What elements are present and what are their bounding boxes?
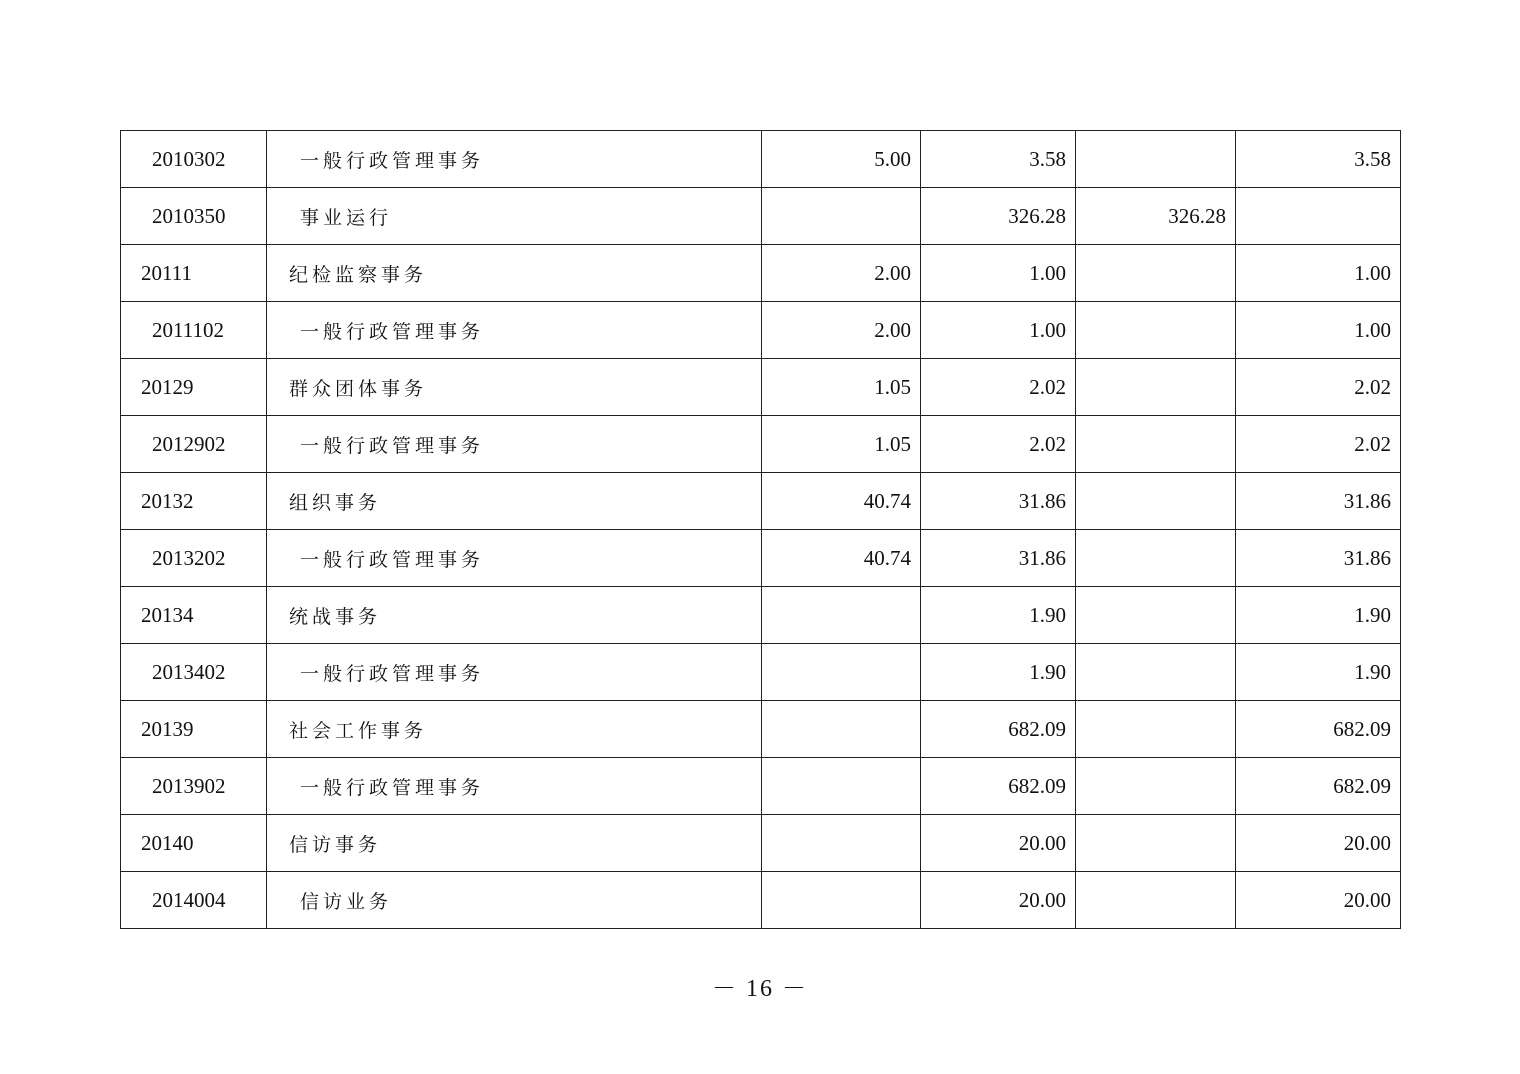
name-cell: 一般行政管理事务 bbox=[267, 302, 762, 359]
value-cell-3 bbox=[1076, 473, 1236, 530]
code-cell: 2011102 bbox=[121, 302, 267, 359]
name-cell: 组织事务 bbox=[267, 473, 762, 530]
value-cell-2: 682.09 bbox=[921, 701, 1076, 758]
value-cell-2: 20.00 bbox=[921, 872, 1076, 929]
value-cell-3 bbox=[1076, 758, 1236, 815]
name-cell: 统战事务 bbox=[267, 587, 762, 644]
table-body bbox=[121, 131, 1401, 929]
value-cell-1 bbox=[762, 644, 921, 701]
name-cell: 社会工作事务 bbox=[267, 701, 762, 758]
table-row bbox=[121, 131, 1401, 188]
value-cell-4: 31.86 bbox=[1236, 530, 1401, 587]
name-cell: 一般行政管理事务 bbox=[267, 131, 762, 188]
table-row bbox=[121, 587, 1401, 644]
name-cell: 信访业务 bbox=[267, 872, 762, 929]
value-cell-1 bbox=[762, 758, 921, 815]
value-cell-4: 682.09 bbox=[1236, 758, 1401, 815]
name-cell: 一般行政管理事务 bbox=[267, 530, 762, 587]
value-cell-1 bbox=[762, 872, 921, 929]
value-cell-1 bbox=[762, 815, 921, 872]
value-cell-2: 682.09 bbox=[921, 758, 1076, 815]
value-cell-1: 5.00 bbox=[762, 131, 921, 188]
page-number: － 16 － bbox=[712, 976, 808, 1002]
value-cell-2: 1.90 bbox=[921, 587, 1076, 644]
name-cell: 一般行政管理事务 bbox=[267, 416, 762, 473]
table-row bbox=[121, 473, 1401, 530]
value-cell-4: 1.00 bbox=[1236, 245, 1401, 302]
code-cell: 2010302 bbox=[121, 131, 267, 188]
value-cell-3 bbox=[1076, 872, 1236, 929]
value-cell-1 bbox=[762, 587, 921, 644]
budget-table bbox=[120, 130, 1401, 929]
code-cell: 20132 bbox=[121, 473, 267, 530]
value-cell-3 bbox=[1076, 644, 1236, 701]
name-cell: 群众团体事务 bbox=[267, 359, 762, 416]
value-cell-2: 31.86 bbox=[921, 473, 1076, 530]
value-cell-3 bbox=[1076, 359, 1236, 416]
value-cell-4: 20.00 bbox=[1236, 815, 1401, 872]
value-cell-2: 1.00 bbox=[921, 245, 1076, 302]
code-cell: 20111 bbox=[121, 245, 267, 302]
value-cell-3 bbox=[1076, 245, 1236, 302]
value-cell-4: 3.58 bbox=[1236, 131, 1401, 188]
name-cell: 一般行政管理事务 bbox=[267, 644, 762, 701]
value-cell-2: 31.86 bbox=[921, 530, 1076, 587]
code-cell: 2013402 bbox=[121, 644, 267, 701]
value-cell-2: 1.90 bbox=[921, 644, 1076, 701]
table-row bbox=[121, 758, 1401, 815]
value-cell-4: 20.00 bbox=[1236, 872, 1401, 929]
name-cell: 事业运行 bbox=[267, 188, 762, 245]
value-cell-4 bbox=[1236, 188, 1401, 245]
value-cell-3 bbox=[1076, 701, 1236, 758]
table-row bbox=[121, 188, 1401, 245]
table-row bbox=[121, 530, 1401, 587]
code-cell: 2013202 bbox=[121, 530, 267, 587]
value-cell-4: 2.02 bbox=[1236, 359, 1401, 416]
value-cell-3 bbox=[1076, 815, 1236, 872]
table-row bbox=[121, 416, 1401, 473]
value-cell-3 bbox=[1076, 416, 1236, 473]
value-cell-2: 1.00 bbox=[921, 302, 1076, 359]
value-cell-3 bbox=[1076, 587, 1236, 644]
code-cell: 2013902 bbox=[121, 758, 267, 815]
value-cell-1: 1.05 bbox=[762, 359, 921, 416]
name-cell: 纪检监察事务 bbox=[267, 245, 762, 302]
value-cell-1: 2.00 bbox=[762, 302, 921, 359]
value-cell-2: 2.02 bbox=[921, 359, 1076, 416]
table-row bbox=[121, 245, 1401, 302]
value-cell-2: 3.58 bbox=[921, 131, 1076, 188]
value-cell-1: 2.00 bbox=[762, 245, 921, 302]
code-cell: 20129 bbox=[121, 359, 267, 416]
code-cell: 2012902 bbox=[121, 416, 267, 473]
value-cell-3 bbox=[1076, 530, 1236, 587]
value-cell-1: 40.74 bbox=[762, 473, 921, 530]
table-row bbox=[121, 644, 1401, 701]
code-cell: 2010350 bbox=[121, 188, 267, 245]
value-cell-4: 2.02 bbox=[1236, 416, 1401, 473]
value-cell-2: 20.00 bbox=[921, 815, 1076, 872]
value-cell-2: 2.02 bbox=[921, 416, 1076, 473]
value-cell-4: 1.90 bbox=[1236, 587, 1401, 644]
table-row bbox=[121, 302, 1401, 359]
value-cell-4: 1.00 bbox=[1236, 302, 1401, 359]
value-cell-3 bbox=[1076, 302, 1236, 359]
value-cell-4: 1.90 bbox=[1236, 644, 1401, 701]
value-cell-3 bbox=[1076, 131, 1236, 188]
table-row bbox=[121, 872, 1401, 929]
value-cell-1 bbox=[762, 188, 921, 245]
value-cell-1 bbox=[762, 701, 921, 758]
table-row bbox=[121, 359, 1401, 416]
code-cell: 20139 bbox=[121, 701, 267, 758]
code-cell: 2014004 bbox=[121, 872, 267, 929]
value-cell-1: 1.05 bbox=[762, 416, 921, 473]
value-cell-3: 326.28 bbox=[1076, 188, 1236, 245]
table-row bbox=[121, 701, 1401, 758]
value-cell-4: 682.09 bbox=[1236, 701, 1401, 758]
code-cell: 20134 bbox=[121, 587, 267, 644]
value-cell-1: 40.74 bbox=[762, 530, 921, 587]
name-cell: 信访事务 bbox=[267, 815, 762, 872]
table-row bbox=[121, 815, 1401, 872]
value-cell-2: 326.28 bbox=[921, 188, 1076, 245]
name-cell: 一般行政管理事务 bbox=[267, 758, 762, 815]
value-cell-4: 31.86 bbox=[1236, 473, 1401, 530]
code-cell: 20140 bbox=[121, 815, 267, 872]
